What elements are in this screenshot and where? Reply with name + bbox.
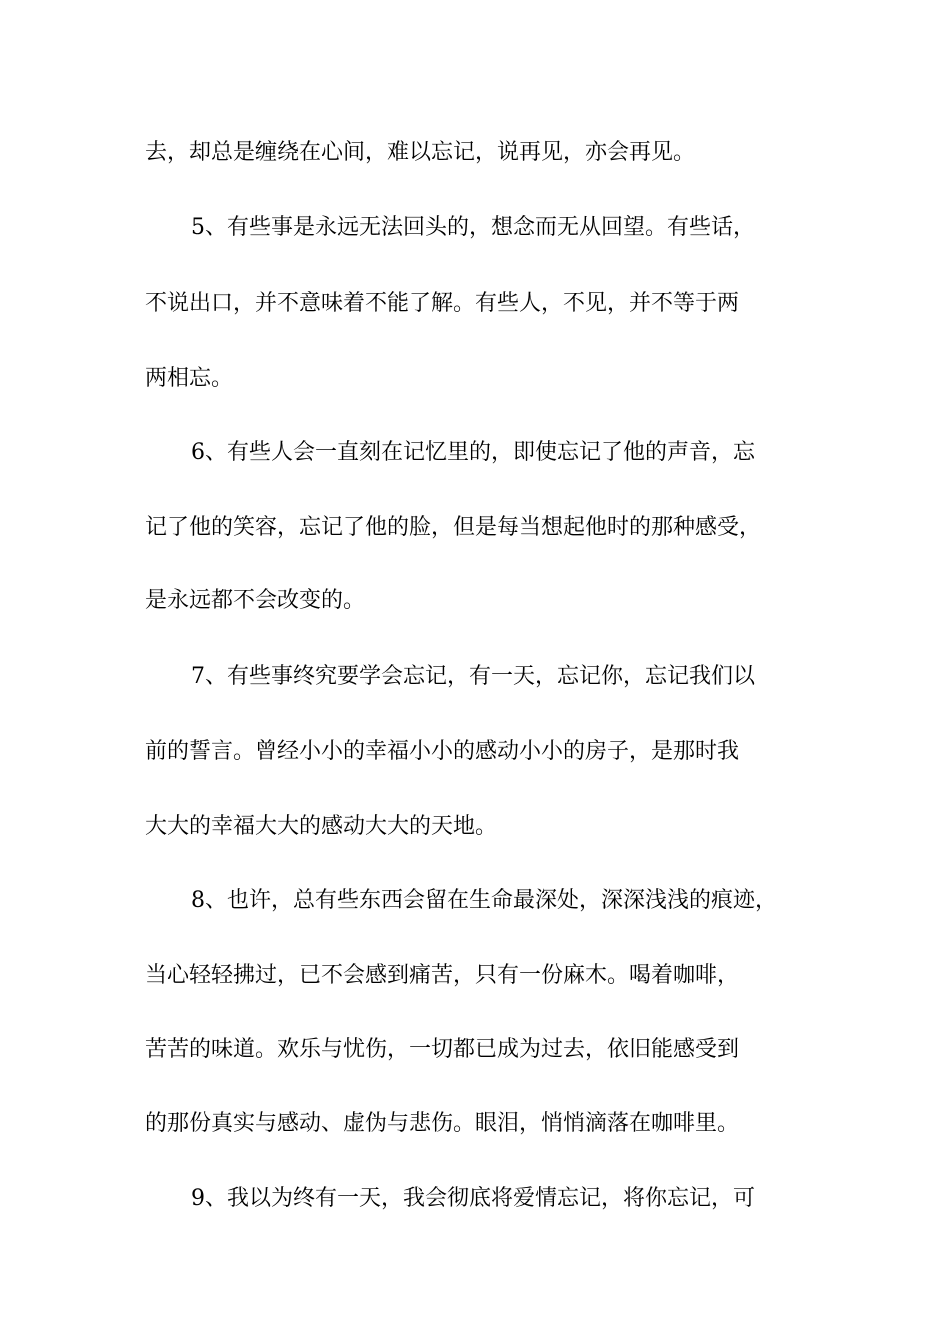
paragraph-continuation-line: 去，却总是缠绕在心间，难以忘记，说再见，亦会再见。 <box>145 140 696 165</box>
paragraph-8-line-2: 当心轻轻拂过，已不会感到痛苦，只有一份麻木。喝着咖啡， <box>145 963 740 988</box>
paragraph-6-line-2: 记了他的笑容，忘记了他的脸，但是每当想起他时的那种感受， <box>145 515 762 540</box>
paragraph-6-line-3: 是永远都不会改变的。 <box>145 588 366 613</box>
paragraph-9-line-1: 9、我以为终有一天，我会彻底将爱情忘记，将你忘记，可 <box>191 1186 755 1211</box>
paragraph-7-line-2: 前的誓言。曾经小小的幸福小小的感动小小的房子，是那时我 <box>145 739 740 764</box>
paragraph-7-line-1: 7、有些事终究要学会忘记，有一天，忘记你，忘记我们以 <box>191 664 755 689</box>
paragraph-5-line-1: 5、有些事是永远无法回头的，想念而无从回望。有些话， <box>191 215 755 240</box>
paragraph-6-line-1: 6、有些人会一直刻在记忆里的，即使忘记了他的声音，忘 <box>191 440 755 465</box>
paragraph-8-line-4: 的那份真实与感动、虚伪与悲伤。眼泪，悄悄滴落在咖啡里。 <box>145 1111 740 1136</box>
paragraph-5-line-2: 不说出口，并不意味着不能了解。有些人，不见，并不等于两 <box>145 291 740 316</box>
paragraph-8-line-1: 8、也许，总有些东西会留在生命最深处，深深浅浅的痕迹， <box>191 888 777 913</box>
paragraph-7-line-3: 大大的幸福大大的感动大大的天地。 <box>145 814 498 839</box>
paragraph-5-line-3: 两相忘。 <box>145 366 234 391</box>
paragraph-8-line-3: 苦苦的味道。欢乐与忧伤，一切都已成为过去，依旧能感受到 <box>145 1037 740 1062</box>
